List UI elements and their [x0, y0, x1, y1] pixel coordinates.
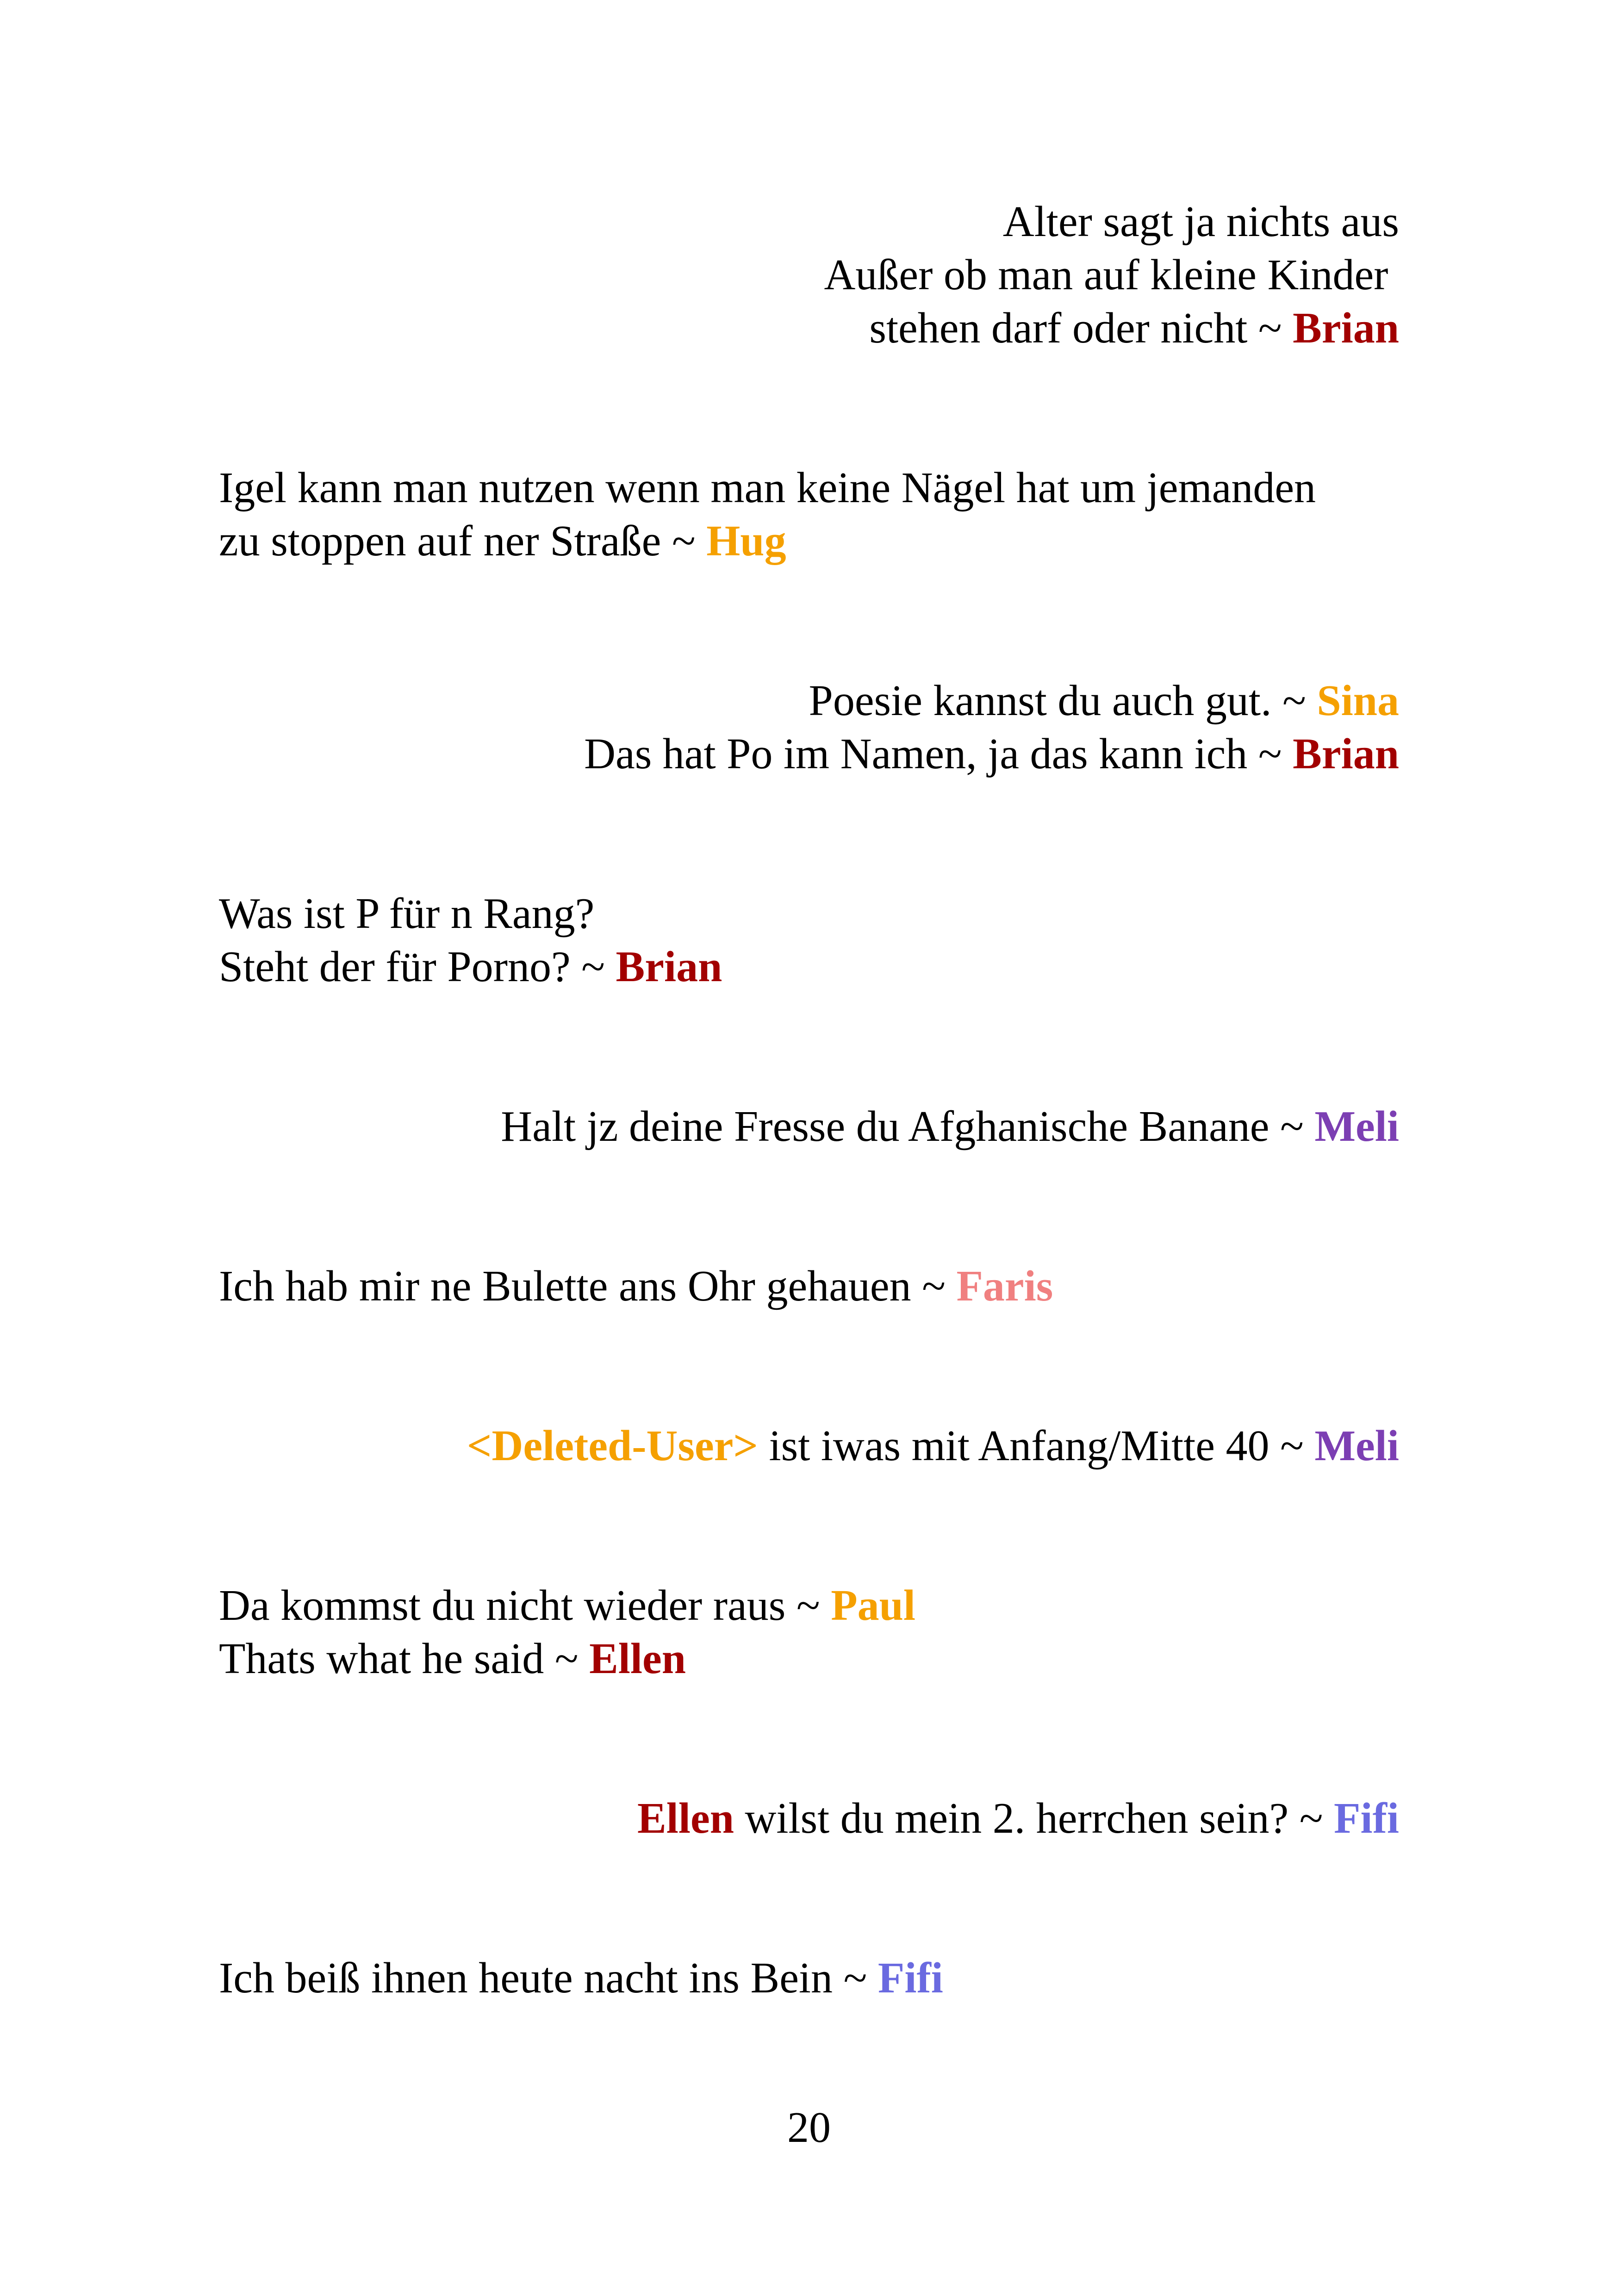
quote-line: Ellen wilst du mein 2. herrchen sein? ~ Fifi	[637, 1794, 1399, 1842]
quote-line: Das hat Po im Namen, ja das kann ich ~ Brian	[584, 730, 1399, 778]
author-name: Fifi	[877, 1954, 943, 2002]
quote-block	[219, 1952, 1399, 2005]
quote-line: Steht der für Porno? ~ Brian	[219, 943, 722, 991]
quote-block	[219, 1419, 1399, 1473]
quote-block	[219, 674, 1399, 781]
quote-line: Ich beiß ihnen heute nacht ins Bein ~ Fifi	[219, 1954, 943, 2002]
quote-line: Außer ob man auf kleine Kinder	[824, 251, 1399, 299]
page-number: 20	[787, 2103, 831, 2152]
quote-block	[219, 1579, 1399, 1686]
quote-block	[219, 1260, 1399, 1313]
author-name: Brian	[616, 943, 722, 991]
quote-line: Halt jz deine Fresse du Afghanische Banane ~ Meli	[501, 1102, 1399, 1151]
quote-line: Ich hab mir ne Bulette ans Ohr gehauen ~ Faris	[219, 1262, 1053, 1310]
author-name: Paul	[831, 1581, 916, 1630]
author-name: Meli	[1314, 1102, 1399, 1151]
quote-block	[219, 195, 1399, 355]
author-name: Faris	[956, 1262, 1053, 1310]
author-name: Fifi	[1334, 1794, 1399, 1842]
quote-line: zu stoppen auf ner Straße ~ Hug	[219, 517, 786, 565]
quote-line: Da kommst du nicht wieder raus ~ Paul	[219, 1581, 916, 1630]
quote-line: <Deleted-User> ist iwas mit Anfang/Mitte 40 ~ Meli	[467, 1422, 1399, 1470]
quote-line: Thats what he said ~ Ellen	[219, 1635, 686, 1683]
author-name: Brian	[1293, 304, 1399, 352]
quote-block	[219, 1792, 1399, 1845]
author-name: Hug	[706, 517, 786, 565]
mentioned-name: <Deleted-User>	[467, 1422, 758, 1470]
quote-block	[219, 1100, 1399, 1153]
author-name: Brian	[1293, 730, 1399, 778]
quote-line: Alter sagt ja nichts aus	[1002, 198, 1399, 246]
author-name: Meli	[1314, 1422, 1399, 1470]
mentioned-name: Ellen	[637, 1794, 734, 1842]
quote-line: Igel kann man nutzen wenn man keine Nägel hat um jemanden	[219, 464, 1316, 512]
quote-block	[219, 461, 1399, 568]
quote-line: Poesie kannst du auch gut. ~ Sina	[809, 677, 1399, 725]
author-name: Sina	[1317, 677, 1399, 725]
quote-line: Was ist P für n Rang?	[219, 890, 595, 938]
quote-line: stehen darf oder nicht ~ Brian	[869, 304, 1399, 352]
author-name: Ellen	[589, 1635, 686, 1683]
quote-block	[219, 887, 1399, 994]
